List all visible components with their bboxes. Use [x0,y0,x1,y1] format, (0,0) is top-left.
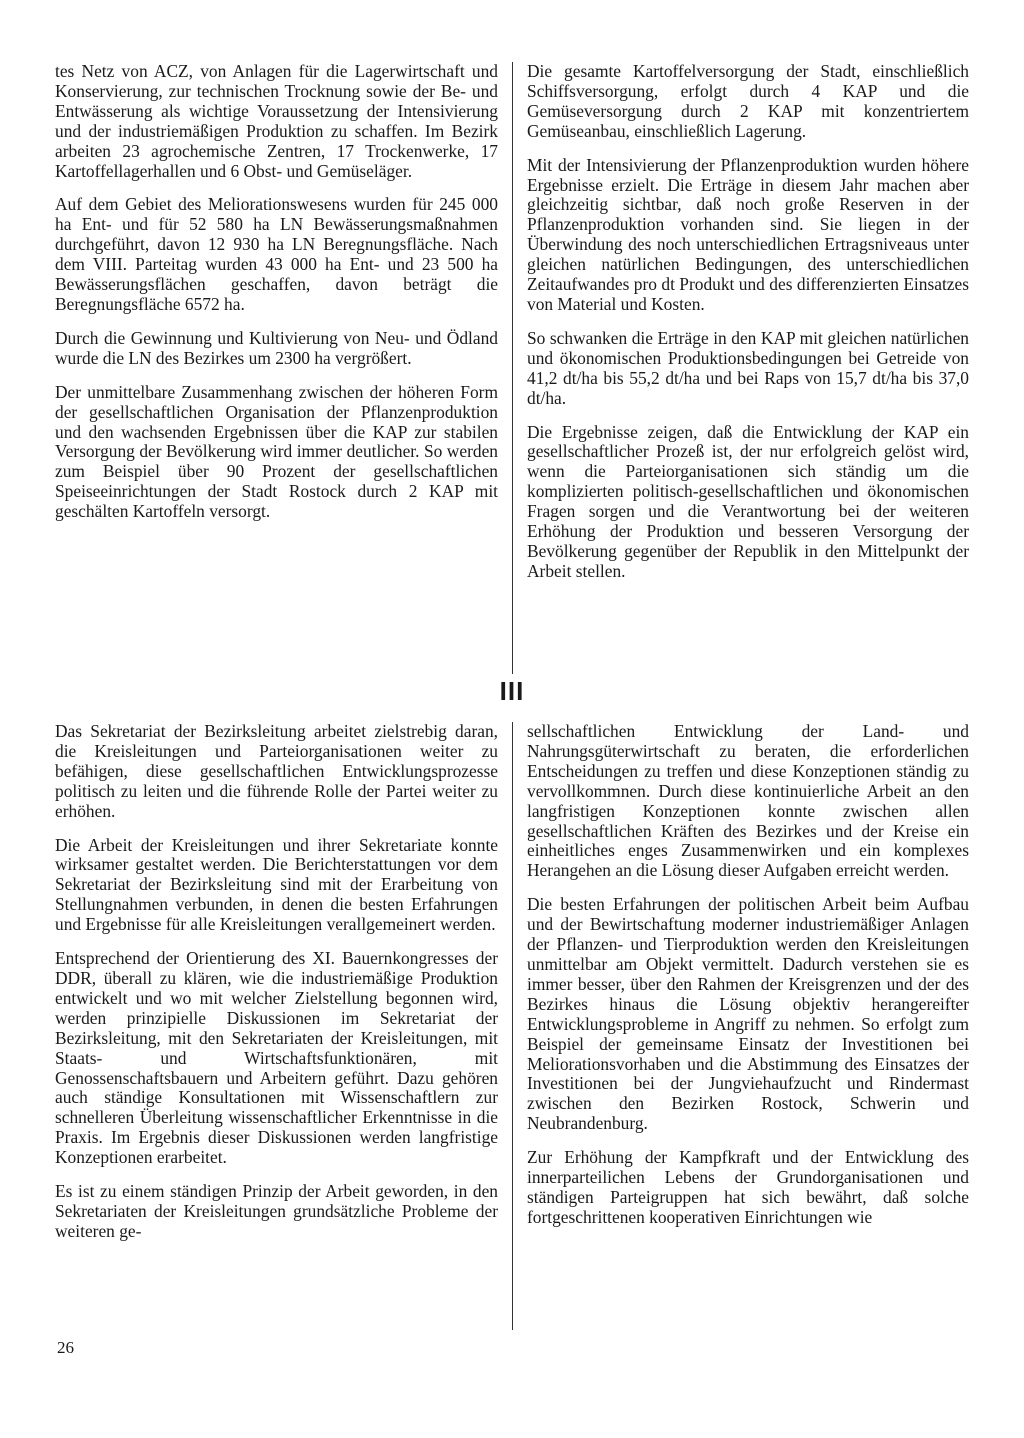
section-heading: III [499,676,525,706]
paragraph: tes Netz von ACZ, von Anlagen für die Lagerwirtschaft und Konservierung, zur technischen Trocknung sowie der Be- und Entwässerung als wichtige Voraussetzung der Intensivierung und der industriemäßigen Produktion zu schaffen. Im Bezirk arbeiten 23 agrochemische Zentren, 17 Trockenwerke, 17 Kartoffellagerhallen und 6 Obst- und Gemüseläger. [55,61,498,181]
bottom-right-column [527,722,969,1242]
paragraph: Es ist zu einem ständigen Prinzip der Arbeit geworden, in den Sekretariaten der Kreisleitungen grundsätzliche Probleme der weiteren ge- [55,1181,498,1241]
paragraph: Der unmittelbare Zusammenhang zwischen der höheren Form der gesellschaftlichen Organisation der Pflanzenproduktion und den wachsenden Ergebnissen über die KAP zur stabilen Versorgung der Bevölkerung wird immer deutlicher. So werden zum Beispiel über 90 Prozent der gesellschaftlichen Speiseeinrichtungen der Stadt Rostock durch 2 KAP mit geschälten Kartoffeln versorgt. [55,381,498,522]
paragraph: Auf dem Gebiet des Meliorationswesens wurden für 245 000 ha Ent- und für 52 580 ha LN Bewässerungsmaßnahmen durchgeführt, davon 12 930 ha LN Beregnungsfläche. Nach dem VIII. Parteitag wurden 43 000 ha Ent- und 23 500 ha Bewässerungsflächen geschaffen, davon beträgt die Beregnungsfläche 6572 ha. [55,194,498,314]
paragraph: Das Sekretariat der Bezirksleitung arbeitet zielstrebig daran, die Kreisleitungen und Parteiorganisationen weiter zu befähigen, diese gesellschaftlichen Entwicklungsprozesse politisch zu leiten und die führende Rolle der Partei weiter zu erhöhen. [55,721,498,821]
page-number: 26 [57,1338,74,1357]
paragraph: Entsprechend der Orientierung des XI. Bauernkongresses der DDR, überall zu klären, wie die industriemäßige Produktion entwickelt und wo mit welcher Zielstellung begonnen wird, werden prinzipielle Diskussionen im Sekretariat der Bezirksleitung, mit den Sekretariaten der Kreisleitungen, mit Staats- und Wirtschaftsfunktionären, mit Genossenschaftsbauern und Arbeitern geführt. Dazu gehören auch ständige Konsultationen mit Wissenschaftlern zur schnelleren Überleitung wissenschaftlicher Erkenntnisse in die Praxis. Im Ergebnis dieser Diskussionen werden langfristige Konzeptionen erarbeitet. [55,948,498,1168]
paragraph: Die Ergebnisse zeigen, daß die Entwicklung der KAP ein gesellschaftlicher Prozeß ist, der nur erfolgreich gelöst wird, wenn die Parteiorganisationen sich ständig um die komplizierten politisch-gesellschaftlichen und ökonomischen Fragen sorgen und die Verantwortung bei der weiteren Erhöhung der Produktion und besseren Versorgung der Bevölkerung gegenüber der Republik in den Mittelpunkt der Arbeit stellen. [527,421,969,581]
top-right-column [527,62,969,596]
paragraph: Mit der Intensivierung der Pflanzenproduktion wurden höhere Ergebnisse erzielt. Die Erträge in diesem Jahr machen aber gleichzeitig sichtbar, daß noch große Reserven in der Pflanzenproduktion vorhanden sind. Sie liegen in der Überwindung des noch unterschiedlichen Ertragsniveaus unter gleichen natürlichen Bedingungen, des unterschiedlichen Zeitaufwandes pro dt Produkt und des differenzierten Einsatzes von Material und Kosten. [527,154,969,314]
paragraph: Die gesamte Kartoffelversorgung der Stadt, einschließlich Schiffsversorgung, erfolgt durch 4 KAP und die Gemüseversorgung durch 2 KAP mit konzentriertem Gemüseanbau, einschließlich Lagerung. [527,61,969,141]
column-divider [512,722,513,1330]
column-divider [512,62,513,674]
paragraph: sellschaftlichen Entwicklung der Land- und Nahrungsgüterwirtschaft zu beraten, die erforderlichen Entscheidungen zu treffen und diese Konzeptionen ständig zu vervollkommnen. Durch diese kontinuierliche Arbeit an den langfristigen Konzeptionen konnte zwischen allen gesellschaftlichen Kräften des Bezirkes und der Kreise ein einheitliches enges Zusammenwirken und ein komplexes Herangehen an die Lösung dieser Aufgaben erreicht werden. [527,721,969,881]
bottom-left-column [55,722,498,1256]
paragraph: Durch die Gewinnung und Kultivierung von Neu- und Ödland wurde die LN des Bezirkes um 2300 ha vergrößert. [55,327,498,368]
paragraph: So schwanken die Erträge in den KAP mit gleichen natürlichen und ökonomischen Produktionsbedingungen bei Getreide von 41,2 dt/ha bis 55,2 dt/ha und bei Raps von 15,7 dt/ha bis 37,0 dt/ha. [527,327,969,408]
paragraph: Die besten Erfahrungen der politischen Arbeit beim Aufbau und der Bewirtschaftung moderner industriemäßiger Anlagen der Pflanzen- und Tierproduktion werden den Kreisleitungen unmittelbar am Objekt vermittelt. Dadurch verstehen sie es immer besser, über den Rahmen der Kreisgrenzen und der des Bezirkes hinaus die Lösung objektiv herangereifter Entwicklungsprobleme in Angriff zu nehmen. So erfolgt zum Beispiel der gemeinsame Einsatz der Investitionen bei Meliorationsvorhaben und die Abstimmung des Einsatzes der Investitionen bei der Jungviehaufzucht und Rindermast zwischen den Bezirken Rostock, Schwerin und Neubrandenburg. [527,894,969,1134]
paragraph: Die Arbeit der Kreisleitungen und ihrer Sekretariate konnte wirksamer gestaltet werden. Die Berichterstattungen vor dem Sekretariat der Bezirksleitung sind mit der Erarbeitung von Stellungnahmen verbunden, in denen die besten Erfahrungen und Ergebnisse für alle Kreisleitungen verallgemeinert werden. [55,834,498,935]
paragraph: Zur Erhöhung der Kampfkraft und der Entwicklung des innerparteilichen Lebens der Grundorganisationen und ständigen Parteigruppen hat sich bewährt, daß solche fortgeschrittenen kooperativen Einrichtungen wie [527,1147,969,1227]
top-left-column [55,62,498,536]
